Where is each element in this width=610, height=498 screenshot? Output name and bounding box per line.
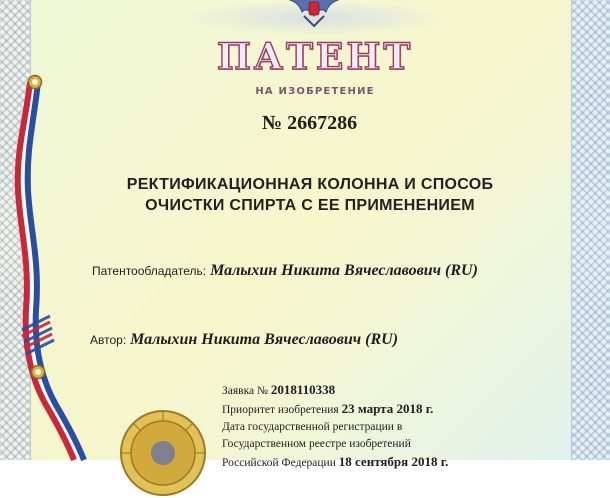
registration-line: Государственном реестре изобретений	[222, 438, 411, 450]
priority-date: 23 марта 2018 г.	[341, 401, 434, 416]
invention-title-line: РЕКТИФИКАЦИОННАЯ КОЛОННА И СПОСОБ	[126, 176, 494, 193]
double-headed-eagle-emblem-icon	[284, 0, 344, 30]
invention-title	[100, 174, 520, 216]
tricolor-ribbon-icon	[0, 60, 80, 460]
grommet-icon	[27, 74, 43, 90]
registration-date-row	[222, 453, 582, 472]
author-label: Автор:	[90, 333, 127, 347]
grommet-icon	[30, 364, 46, 380]
application-label: Заявка №	[222, 385, 268, 397]
author-name: Малыхин Никита Вячеславович (RU)	[130, 331, 399, 348]
priority-row	[222, 400, 582, 419]
registration-date: 18 сентября 2018 г.	[338, 454, 449, 469]
patent-holder-row	[92, 262, 478, 280]
document-title: ПАТЕНТ	[216, 36, 414, 78]
registration-block	[222, 381, 582, 472]
invention-title-line: ОЧИСТКИ СПИРТА С ЕЕ ПРИМЕНЕНИЕМ	[145, 197, 475, 214]
application-row	[222, 381, 582, 400]
patent-number: № 2667286	[262, 112, 358, 134]
gold-seal-icon	[118, 408, 208, 498]
document-subtitle: НА ИЗОБРЕТЕНИЕ	[255, 86, 375, 97]
registration-line: Российской Федерации	[222, 457, 336, 469]
registration-line: Дата государственной регистрации в	[222, 421, 403, 433]
author-row	[90, 331, 398, 349]
application-number: 2018110338	[270, 382, 336, 397]
patent-holder-label: Патентообладатель:	[92, 264, 207, 278]
patent-holder-name: Малыхин Никита Вячеславович (RU)	[210, 262, 478, 279]
priority-label: Приоритет изобретения	[222, 404, 339, 416]
